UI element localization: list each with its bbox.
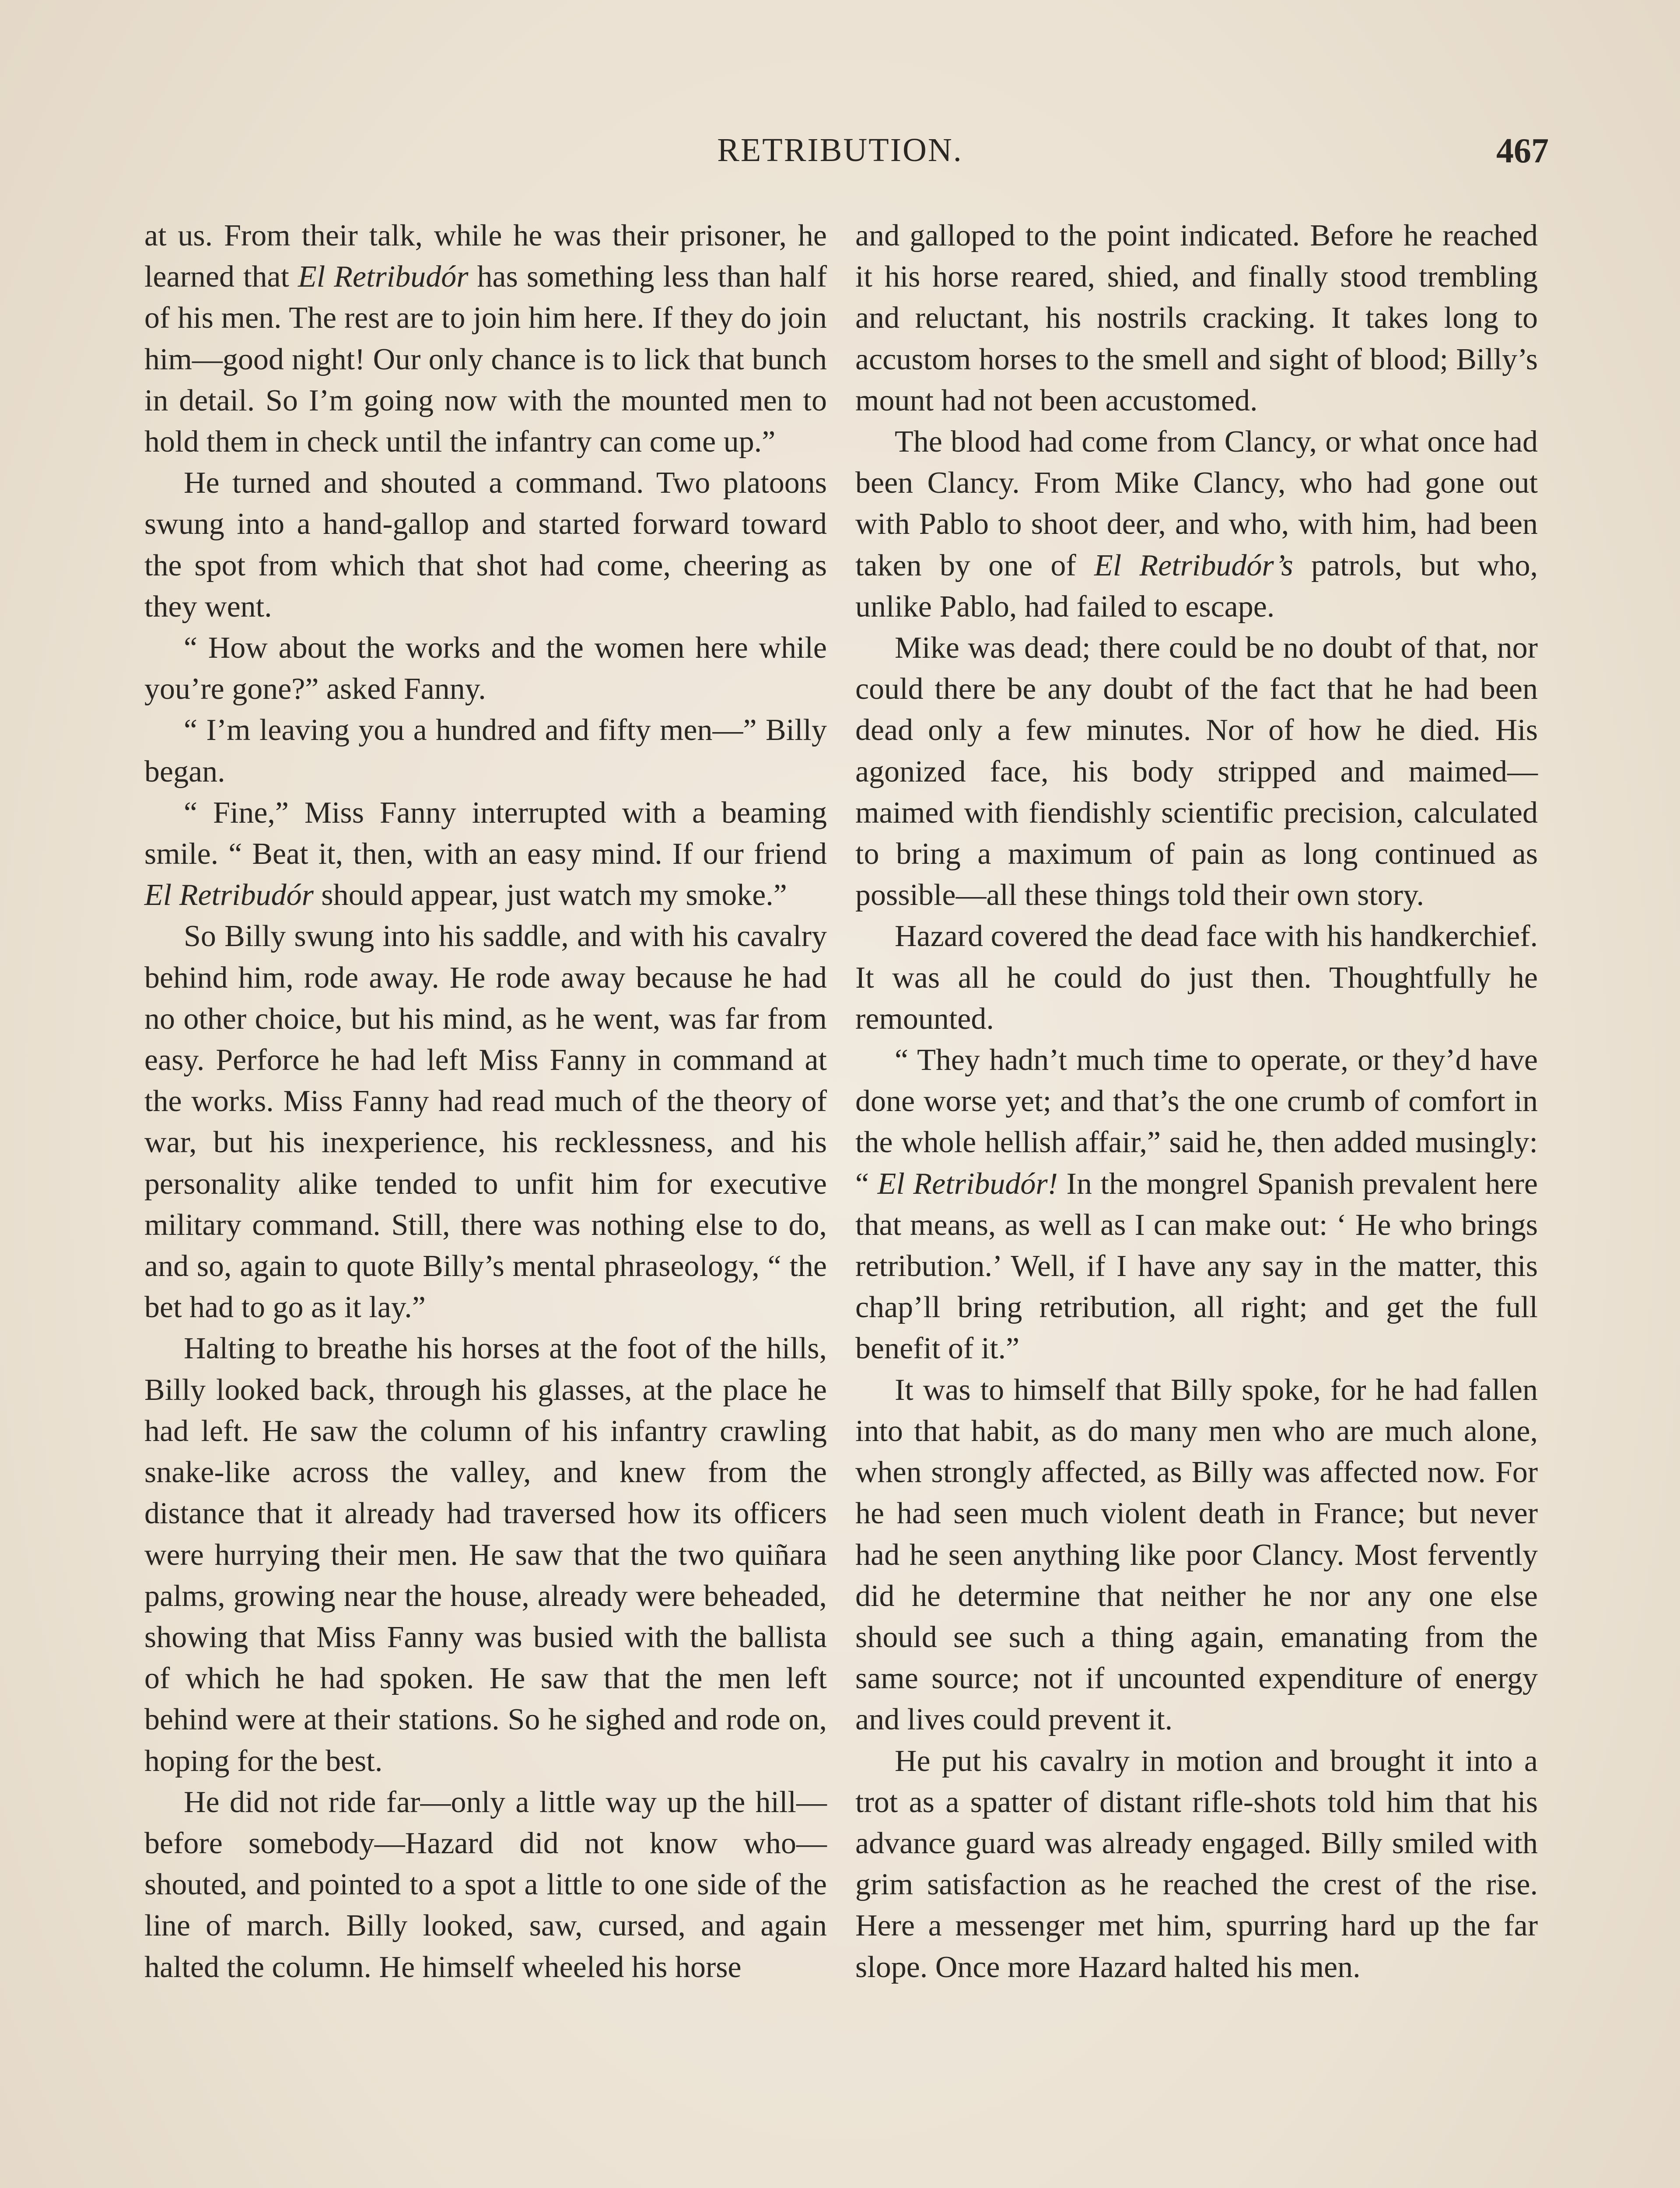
paragraph: He did not ride far—only a little way up the hill—before somebody—Hazard did not know who—shouted, and pointed to a spot a little to one side of the line of march. Billy looked, saw, cursed, and again halted the column. He himself wheeled his horse xyxy=(144,1785,827,1984)
left-text-column xyxy=(144,215,827,1988)
right-text-column xyxy=(855,215,1538,1988)
paragraph: He turned and shouted a command. Two platoons swung into a hand-gallop and started forward toward the spot from which that shot had come, cheering as they went. xyxy=(144,466,827,624)
paragraph: “ Fine,” Miss Fanny interrupted with a beaming smile. “ Beat it, then, with an easy mind. If our friend El Retribudór should appear, just watch my smoke.” xyxy=(144,796,827,912)
paragraph: at us. From their talk, while he was their prisoner, he learned that El Retribudór has something less than half of his men. The rest are to join him here. If they do join him—good night! Our only chance is to lick that bunch in detail. So I’m going now with the mounted men to hold them in check until the infantry can come up.” xyxy=(144,219,827,459)
paragraph: So Billy swung into his saddle, and with his cavalry behind him, rode away. He rode away because he had no other choice, but his mind, as he went, was far from easy. Perforce he had left Miss Fanny in command at the works. Miss Fanny had read much of the theory of war, but his inexperience, his recklessness, and his personality alike tended to unfit him for executive military command. Still, there was nothing else to do, and so, again to quote Billy’s mental phraseology, “ the bet had to go as it lay.” xyxy=(144,919,827,1325)
paragraph: He put his cavalry in motion and brought it into a trot as a spatter of distant rifle-shots told him that his advance guard was already engaged. Billy smiled with grim satisfaction as he reached the crest of the rise. Here a messenger met him, spurring hard up the far slope. Once more Hazard halted his men. xyxy=(855,1744,1538,1984)
paragraph: “ I’m leaving you a hundred and fifty men—” Billy began. xyxy=(144,713,827,789)
paragraph: Hazard covered the dead face with his handkerchief. It was all he could do just then. Thoughtfully he remounted. xyxy=(855,919,1538,1036)
paragraph: and galloped to the point indicated. Before he reached it his horse reared, shied, and finally stood trembling and reluctant, his nostrils cracking. It takes long to accustom horses to the smell and sight of blood; Billy’s mount had not been accustomed. xyxy=(855,219,1538,417)
paragraph: “ They hadn’t much time to operate, or they’d have done worse yet; and that’s the one crumb of comfort in the whole hellish affair,” said he, then added musingly: “ El Retribudór! In the mongrel Spanish prevalent here that means, as well as I can make out: ‘ He who brings retribution.’ Well, if I have any say in the matter, this chap’ll bring retribution, all right; and get the full benefit of it.” xyxy=(855,1043,1538,1366)
paragraph: The blood had come from Clancy, or what once had been Clancy. From Mike Clancy, who had gone out with Pablo to shoot deer, and who, with him, had been taken by one of El Retribudór’s patrols, but who, unlike Pablo, had failed to escape. xyxy=(855,425,1538,624)
page-header xyxy=(131,131,1549,184)
paragraph: Halting to breathe his horses at the foot of the hills, Billy looked back, through his glasses, at the place he had left. He saw the column of his infantry crawling snake-like across the valley, and knew from the distance that it already had traversed how its officers were hurrying their men. He saw that the two quiñara palms, growing near the house, already were beheaded, showing that Miss Fanny was busied with the ballista of which he had spoken. He saw that the men left behind were at their stations. So he sighed and rode on, hoping for the best. xyxy=(144,1332,827,1778)
running-title: RETRIBUTION. xyxy=(717,132,963,168)
paragraph: Mike was dead; there could be no doubt of that, nor could there be any doubt of the fact that he had been dead only a few minutes. Nor of how he died. His agonized face, his body stripped and maimed—maimed with fiendishly scientific precision, calculated to bring a maximum of pain as long continued as possible—all these things told their own story. xyxy=(855,631,1538,912)
paragraph: “ How about the works and the women here while you’re gone?” asked Fanny. xyxy=(144,631,827,706)
paragraph: It was to himself that Billy spoke, for he had fallen into that habit, as do many men who are much alone, when strongly affected, as Billy was affected now. For he had seen much violent death in France; but never had he seen anything like poor Clancy. Most fervently did he determine that neither he nor any one else should see such a thing again, emanating from the same source; not if uncounted expenditure of energy and lives could prevent it. xyxy=(855,1373,1538,1737)
page-number: 467 xyxy=(1496,132,1549,170)
